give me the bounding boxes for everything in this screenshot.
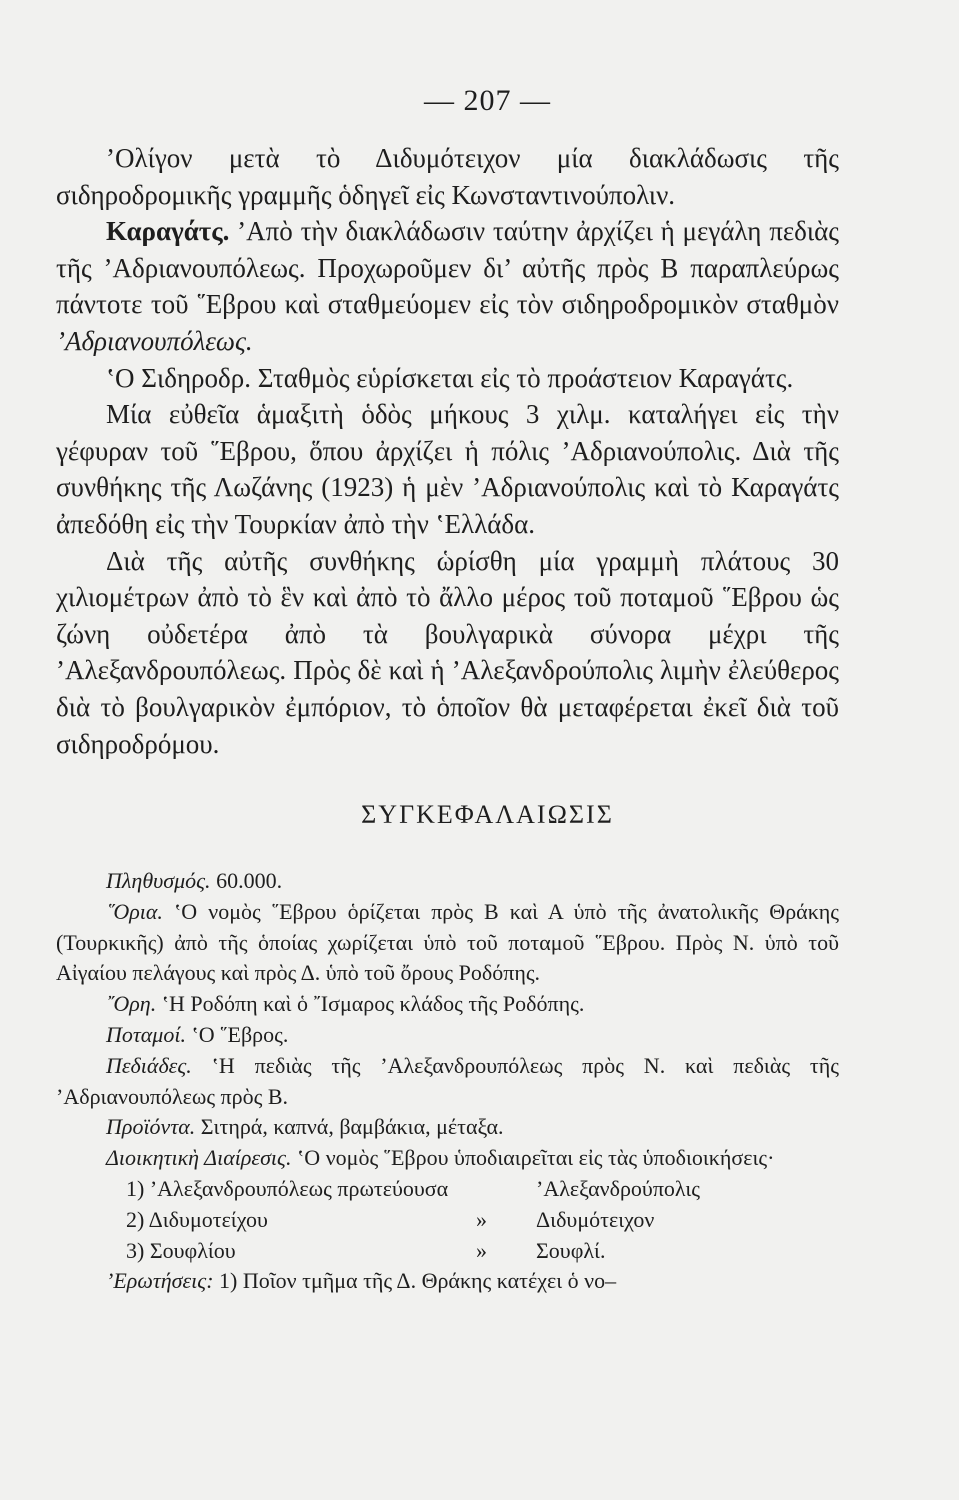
list-item-seat: Σουφλί.: [536, 1237, 606, 1263]
list-item-name: 2) Διδυμοτείχου: [126, 1206, 268, 1232]
paragraph-1: ’Ολίγον μετὰ τὸ Διδυμότειχον μία διακλάδωσις τῆς σιδηροδρομικῆς γραμμῆς ὁδηγεῖ εἰς Κωνσταντινούπολιν.: [56, 143, 839, 210]
summary-label: Πεδιάδες.: [106, 1052, 192, 1078]
questions-text: 1) Ποῖον τμῆμα τῆς Δ. Θράκης κατέχει ὁ νο–: [213, 1268, 617, 1294]
summary-text: ‛Η Ροδόπη καὶ ὁ ῎Ισμαρος κλάδος τῆς Ροδόπης.: [156, 991, 585, 1017]
summary-plains: [56, 1051, 839, 1113]
questions: [56, 1266, 839, 1297]
questions-label: ’Ερωτήσεις:: [106, 1268, 214, 1294]
summary-label: ῞Ορια.: [106, 898, 163, 924]
list-item: [56, 1236, 839, 1267]
subdivision-list: [56, 1174, 839, 1266]
list-item-name: 3) Σουφλίου: [126, 1237, 236, 1263]
list-item: [56, 1205, 839, 1236]
summary-label: Πληθυσμός.: [106, 868, 211, 894]
paragraph-5: Διὰ τῆς αὐτῆς συνθήκης ὡρίσθη μία γραμμὴ πλάτους 30 χιλιομέτρων ἀπὸ τὸ ἓν καὶ ἀπὸ τὸ ἄλλο μέρος τοῦ ποταμοῦ ῞Εβρου ὡς ζώνη οὐδετέρα ἀπὸ τὰ βουλγαρικὰ σύνορα μέχρι τῆς ’Αλεξανδρουπόλεως. Πρὸς δὲ καὶ ἡ ’Αλεξανδρούπολις λιμὴν ἐλεύθερος διὰ τὸ βουλγαρικὸν ἐμπόριον, τὸ ὁποῖον θὰ μεταφέρεται ἐκεῖ διὰ τοῦ σιδηροδρόμου.: [56, 545, 839, 759]
paragraph-4: Μία εὐθεῖα ἁμαξιτὴ ὁδὸς μήκους 3 χιλμ. καταλήγει εἰς τὴν γέφυραν τοῦ ῞Εβρου, ὅπου ἀρχίζει ἡ πόλις ’Αδριανούπολις. Διὰ τῆς συνθήκης τῆς Λωζάνης (1923) ἡ μὲν ’Αδριανούπολις καὶ τὸ Καραγάτς ἀπεδόθη εἰς τὴν Τουρκίαν ἀπὸ τὴν ‛Ελλάδα.: [56, 399, 839, 539]
summary-label: Ποταμοί.: [106, 1022, 186, 1048]
summary-administration: [56, 1143, 839, 1174]
summary-text: 60.000.: [210, 868, 283, 894]
paragraph-heading: Καραγάτς.: [106, 216, 230, 247]
summary-text: ‛Ο ῞Εβρος.: [185, 1022, 289, 1048]
summary-label: Διοικητικὴ Διαίρεσις.: [106, 1145, 292, 1171]
paragraph-3: ‛Ο Σιδηροδρ. Σταθμὸς εὑρίσκεται εἰς τὸ προάστειον Καραγάτς.: [106, 362, 794, 393]
section-title: ΣΥΓΚΕΦΑΛΑΙΩΣΙΣ: [361, 800, 614, 830]
summary-text: ‛Η πεδιὰς τῆς ’Αλεξανδρουπόλεως πρὸς Ν. καὶ πεδιὰς τῆς ’Αδριανουπόλεως πρὸς Β.: [56, 1052, 839, 1109]
summary-text: Σιτηρά, καπνά, βαμβάκια, μέταξα.: [195, 1114, 504, 1140]
summary-rivers: [56, 1020, 839, 1051]
list-item-seat: Διδυμότειχον: [536, 1206, 655, 1232]
list-item: [56, 1174, 839, 1205]
summary-population: [56, 866, 839, 897]
summary-borders: [56, 897, 839, 989]
list-item-mark: »: [476, 1237, 487, 1263]
paragraph-italic: ’Αδριανουπόλεως.: [56, 325, 253, 356]
list-item-mark: [476, 1174, 536, 1205]
summary-mountains: [56, 989, 839, 1020]
paragraph-karagats: [56, 213, 839, 359]
summary-products: [56, 1112, 839, 1143]
list-item-mark: »: [476, 1206, 487, 1232]
summary-label: ῎Ορη.: [106, 991, 157, 1017]
page-number: — 207 —: [424, 84, 551, 117]
paragraph-text: ’Απὸ τὴν διακλάδωσιν ταύτην ἀρχίζει ἡ μεγάλη πεδιὰς τῆς ’Αδριανουπόλεως. Προχωροῦμεν δι’ αὐτῆς πρὸς Β παραπλεύρως πάντοτε τοῦ ῞Εβρου καὶ σταθμεύομεν εἰς τὸν σιδηροδρομικὸν σταθμὸν: [56, 216, 839, 320]
list-item-name: 1) ’Αλεξανδρουπόλεως πρωτεύουσα: [126, 1176, 449, 1202]
summary-text: ‛Ο νομὸς ῞Εβρου ὑποδιαιρεῖται εἰς τὰς ὑποδιοικήσεις·: [291, 1145, 775, 1171]
summary-label: Προϊόντα.: [106, 1114, 196, 1140]
list-item-seat: ’Αλεξανδρούπολις: [536, 1176, 700, 1202]
summary-text: ‛Ο νομὸς ῞Εβρου ὁρίζεται πρὸς Β καὶ Α ὑπὸ τῆς ἀνατολικῆς Θράκης (Τουρκικῆς) ἀπὸ τῆς ὁποίας χωρίζεται ὑπὸ τοῦ ποταμοῦ ῞Εβρου. Πρὸς Ν. ὑπὸ τοῦ Αἰγαίου πελάγους καὶ πρὸς Δ. ὑπὸ τοῦ ὄρους Ροδόπης.: [56, 898, 839, 986]
